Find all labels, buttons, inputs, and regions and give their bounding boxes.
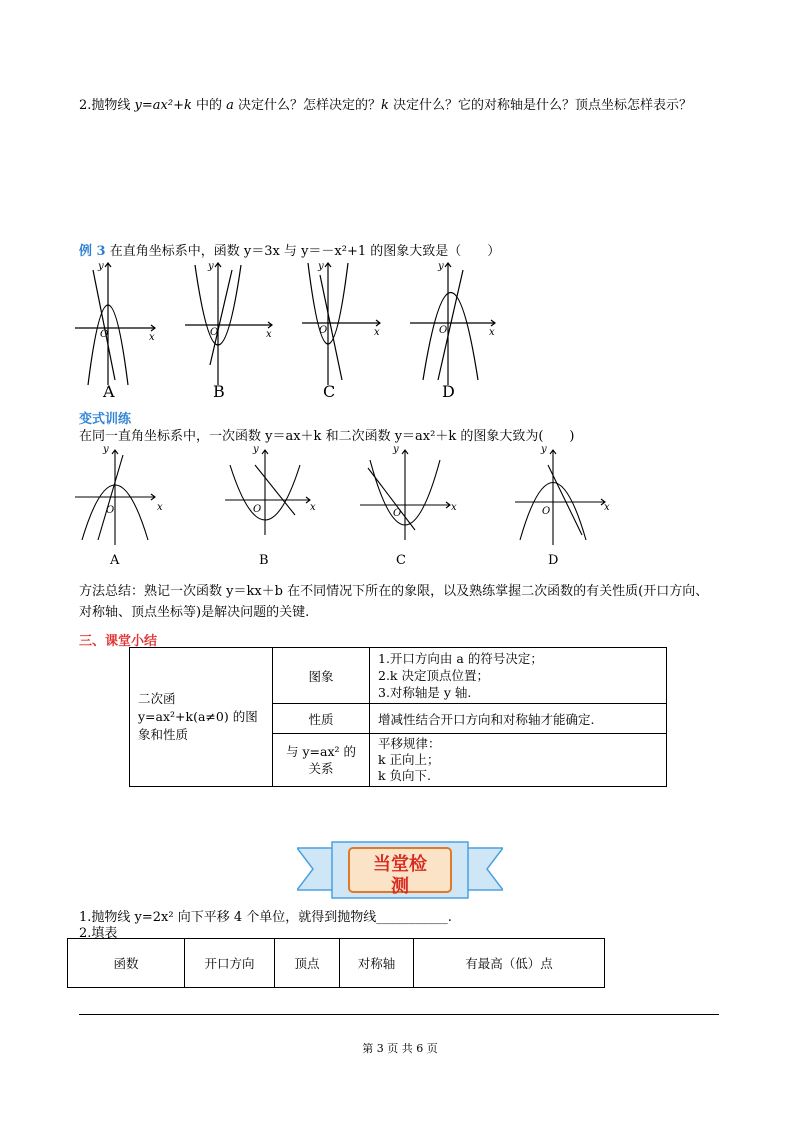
option-d: D <box>442 382 455 401</box>
variant-graph-c <box>360 450 450 540</box>
variant-graph-a <box>75 450 155 545</box>
origin-label: O <box>100 329 109 340</box>
summary-row-content: 1.开口方向由 a 的符号决定； 2.k 决定顶点位置； 3.对称轴是 y 轴. <box>370 648 667 704</box>
variant-option-d: D <box>548 553 559 568</box>
axis-x-label: x <box>604 502 610 513</box>
axis-x-label: x <box>451 502 457 513</box>
variant-graph-b <box>225 450 310 535</box>
axis-y-label: y <box>541 444 547 455</box>
fill-header: 有最高（低）点 <box>414 939 605 988</box>
origin-label: O <box>253 504 262 515</box>
summary-table <box>129 647 667 787</box>
graph-a <box>75 263 155 385</box>
variant-graph-d <box>515 450 605 545</box>
axis-x-label: x <box>310 502 316 513</box>
footer-divider <box>79 1014 719 1015</box>
origin-label: O <box>319 325 328 336</box>
banner-line-2: 测 <box>391 876 409 897</box>
page-number: 第 3 页 共 6 页 <box>362 1042 438 1055</box>
option-a: A <box>103 382 115 401</box>
summary-row-content: 平移规律： k 正向上； k 负向下. <box>370 734 667 787</box>
origin-label: O <box>106 505 115 516</box>
fill-header: 开口方向 <box>185 939 275 988</box>
axis-y-label: y <box>103 444 109 455</box>
axis-y-label: y <box>253 444 259 455</box>
option-b: B <box>213 382 225 401</box>
example-label: 例 3 <box>79 244 106 259</box>
class-test-banner <box>297 840 503 906</box>
summary-row-label: 图象 <box>273 648 370 704</box>
axis-x-label: x <box>374 327 380 338</box>
variant-option-b: B <box>259 553 269 568</box>
example-3-graphs <box>70 255 510 405</box>
example-text: 在直角坐标系中，函数 y＝3x 与 y＝－x²+1 的图象大致是（ ） <box>109 244 501 259</box>
graph-d <box>410 263 495 385</box>
variant-graphs <box>70 440 610 570</box>
fill-table <box>67 938 605 988</box>
axis-y-label: y <box>318 261 324 272</box>
summary-heading: 三、课堂小结 <box>79 634 158 649</box>
origin-label: O <box>439 325 448 336</box>
method-summary-line-1: 方法总结：熟记一次函数 y＝kx＋b 在不同情况下所在的象限，以及熟练掌握二次函数的有关性质(开口方向、 <box>79 584 709 599</box>
graph-c <box>302 263 380 385</box>
variant-title: 变式训练 <box>79 412 132 427</box>
question-2: 2.抛物线 y=ax²+k 中的 a 决定什么？怎样决定的？k 决定什么？它的对称轴是什么？顶点坐标怎样表示？ <box>79 98 693 113</box>
summary-row-label: 与 y=ax² 的关系 <box>273 734 370 787</box>
axis-y-label: y <box>208 261 214 272</box>
fill-header: 函数 <box>68 939 185 988</box>
method-summary-line-2: 对称轴、顶点坐标等)是解决问题的关键. <box>79 605 310 620</box>
axis-x-label: x <box>149 332 155 343</box>
fill-header: 顶点 <box>275 939 340 988</box>
variant-option-c: C <box>396 553 406 568</box>
summary-row-label: 性质 <box>273 704 370 734</box>
option-c: C <box>323 382 336 401</box>
test-question-2: 2.填表 <box>79 926 118 941</box>
variant-option-a: A <box>110 553 120 568</box>
axis-y-label: y <box>438 261 444 272</box>
axis-y-label: y <box>393 444 399 455</box>
origin-label: O <box>542 506 551 517</box>
test-question-1: 1.抛物线 y=2x² 向下平移 4 个单位，就得到抛物线___________. <box>79 910 452 925</box>
origin-label: O <box>210 327 219 338</box>
origin-label: O <box>393 508 402 519</box>
summary-row-content: 增减性结合开口方向和对称轴才能确定. <box>370 704 667 734</box>
variant-text: 在同一直角坐标系中，一次函数 y＝ax＋k 和二次函数 y＝ax²＋k 的图象大致为( ) <box>79 429 575 444</box>
summary-left-cell: 二次函 y=ax²+k(a≠0) 的图象和性质 <box>130 648 273 787</box>
axis-y-label: y <box>98 261 104 272</box>
axis-x-label: x <box>266 329 272 340</box>
axis-x-label: x <box>489 327 495 338</box>
fill-header: 对称轴 <box>340 939 414 988</box>
banner-line-1: 当堂检 <box>373 854 427 875</box>
graph-b <box>185 263 272 385</box>
axis-x-label: x <box>157 502 163 513</box>
